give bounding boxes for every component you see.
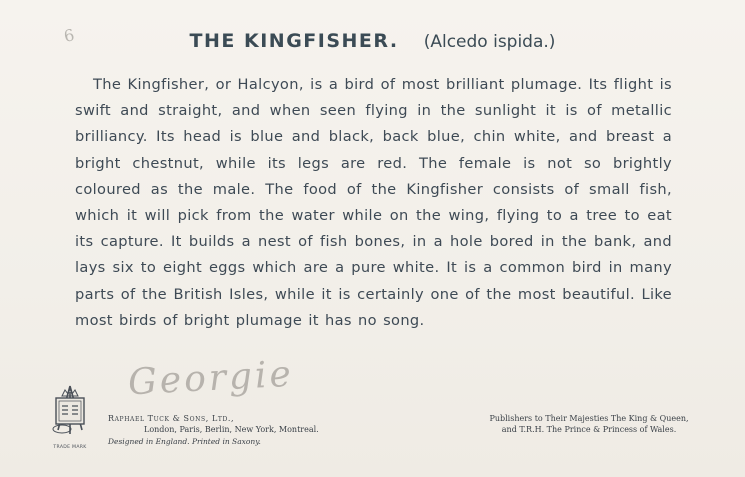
publisher-cities: London, Paris, Berlin, New York, Montreal.	[144, 424, 319, 434]
logo-caption: TRADE MARK	[53, 445, 87, 450]
page-title	[0, 30, 745, 52]
description-paragraph: The Kingfisher, or Halcyon, is a bird of most brilliant plumage. Its flight is swift and straight, and when seen flying in the sunlight it is of metallic brilliancy. Its head is blue and black, back blue, chin white, and breast a bright chestnut, while its legs are red. The female is not so brightly coloured as the male. The food of the Kingfisher consists of small fish, which it will pick from the water while on the wing, flying to a tree to eat its capture. It builds a nest of fish bones, in a hole bored in the bank, and lays six to eight eggs which are a pure white. It is a common bird in many parts of the British Isles, while it is certainly one of the most beautiful. Like most birds of bright plumage it has no song.	[75, 76, 672, 329]
title-main: THE KINGFISHER.	[189, 30, 399, 52]
publisher-note: Designed in England. Printed in Saxony.	[108, 437, 261, 446]
pencil-mark: 6	[62, 25, 77, 46]
royal-warrant-line-2: and T.R.H. The Prince & Princess of Wales.	[501, 424, 677, 434]
royal-warrant	[466, 414, 712, 435]
handwritten-signature: Georgie	[127, 353, 295, 404]
publisher-name: Raphael Tuck & Sons, Ltd.,	[108, 414, 235, 423]
easel-trademark-logo	[46, 384, 94, 452]
royal-warrant-line-1: Publishers to Their Majesties The King & Queen,	[489, 414, 689, 423]
publisher-block	[108, 414, 319, 448]
title-scientific-name: (Alcedo ispida.)	[423, 32, 556, 52]
